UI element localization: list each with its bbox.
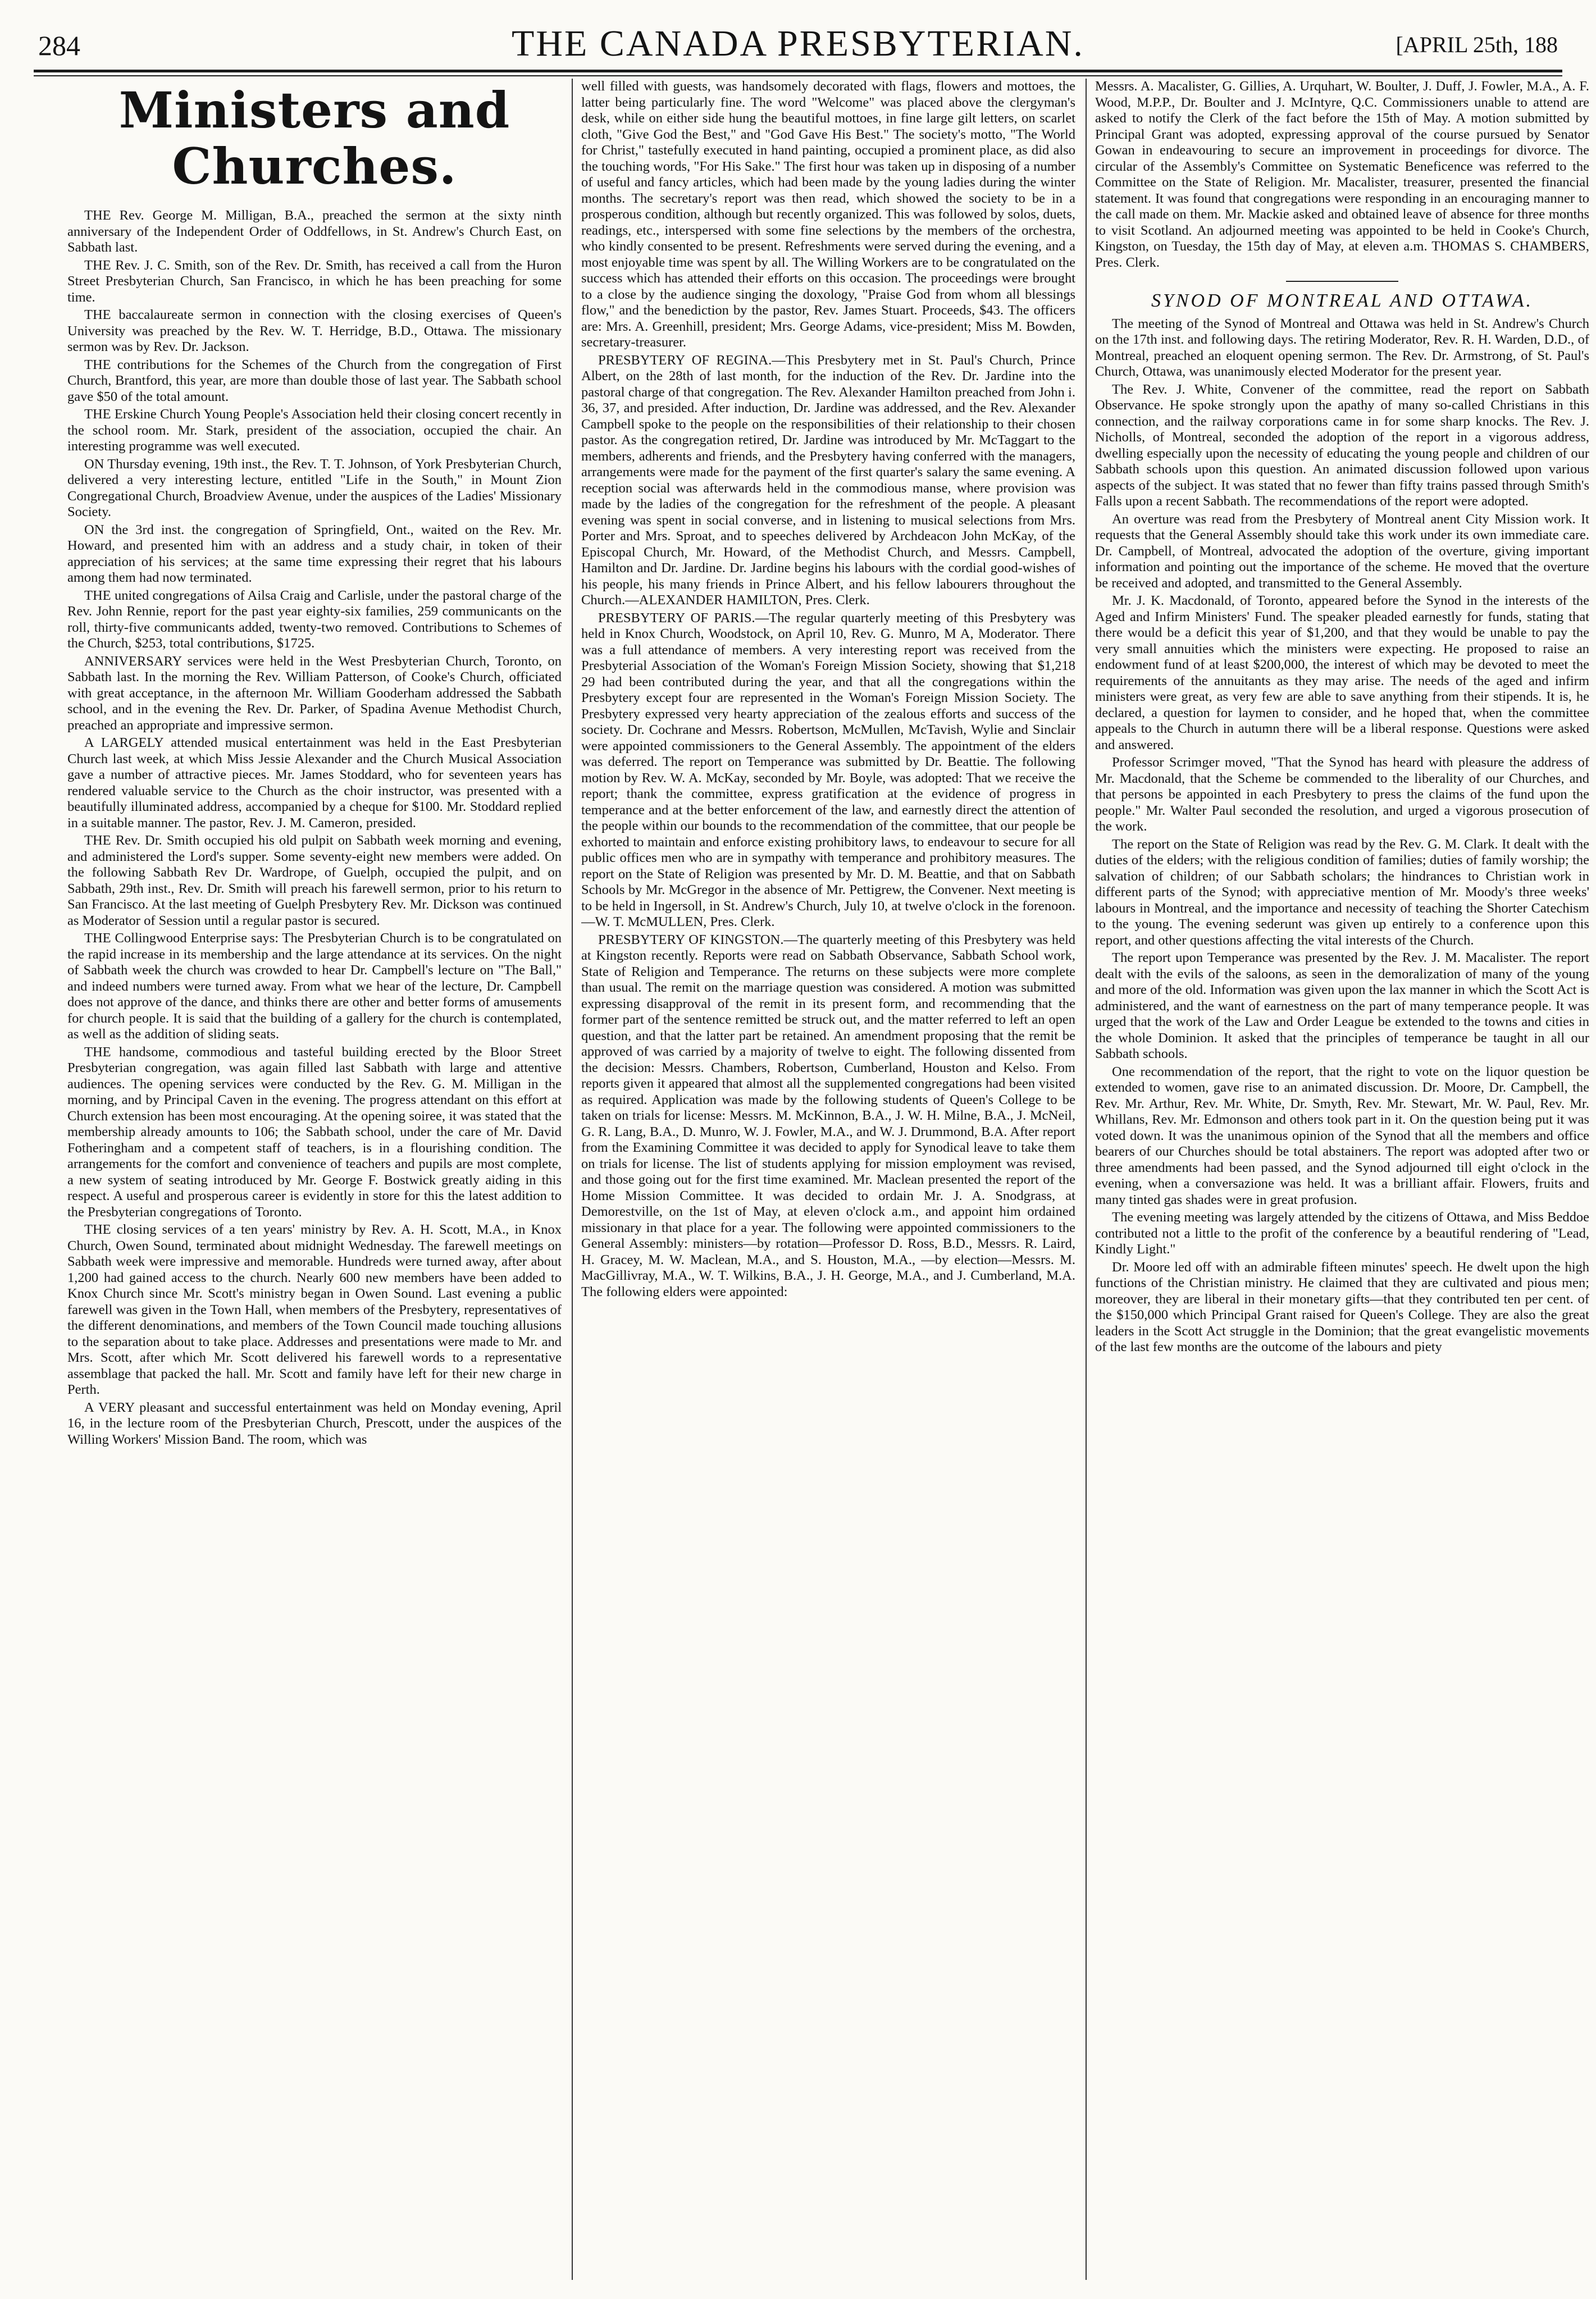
article-paragraph: Messrs. A. Macalister, G. Gillies, A. Urquhart, W. Boulter, J. Duff, J. Fowler, M.A., A. F. Wood, M.P.P., Dr. Boulter and J. McIntyre, Q.C. Commissioners unable to attend are asked to notify the Clerk of the fact before the 15th of May. A motion submitted by Principal Grant was adopted, expressing approval of the course pursued by Senator Gowan in endeavouring to secure an improvement in proceedings for divorce. The circular of the Assembly's Committee on Systematic Beneficence was referred to the Committee on the State of Religion. Mr. Macalister, treasurer, presented the financial statement. It was found that congregations were responding in an encouraging manner to the call made on them. Mr. Mackie asked and obtained leave of absence for three months to visit Scotland. An adjourned meeting was appointed to be held in Cooke's Church, Kingston, on Tuesday, the 15th day of May, at eleven a.m. THOMAS S. CHAMBERS, Pres. Clerk. bbox=[1095, 79, 1589, 270]
synod-subheading: SYNOD OF MONTREAL AND OTTAWA. bbox=[1151, 290, 1534, 311]
article-paragraph: PRESBYTERY OF KINGSTON.—The quarterly meeting of this Presbytery was held at Kingston recently. Reports were read on Sabbath Observance, Sabbath School work, State of Religion and Temperance. The returns on these subjects were more complete than usual. The remit on the marriage question was considered. A motion was submitted expressing disapproval of the remit in its present form, and recommending that the former part of the sentence remitted be struck out, and the matter referred to left an open question, and that the latter part be retained. An amendment proposing that the remit be approved of was carried by a majority of twelve to eight. The following dissented from the decision: Messrs. Chambers, Robertson, Cumberland, Houston and Kelso. From reports given it appeared that almost all the supplemented congregations had been visited as required. Application was made by the following students of Queen's College to be taken on trials for license: Messrs. M. McKinnon, B.A., J. W. H. Milne, B.A., J. McNeil, G. R. Lang, B.A., D. Munro, W. J. Fowler, M.A., and W. J. Drummond, B.A. After report from the Examining Committee it was decided to apply for Synodical leave to take them on trials for license. The list of students applying for mission employment was revised, and those going out for the first time examined. Mr. Maclean presented the report of the Home Mission Committee. It was decided to ordain Mr. J. A. Snodgrass, at Demorestville, on the 1st of May, at eleven o'clock a.m., and appoint him ordained missionary in that place for a year. The following were appointed commissioners to the General Assembly: ministers—by rotation—Professor D. Ross, B.D., Messrs. R. Laird, H. Gracey, M. W. Maclean, M.A., and S. Houston, M.A., —by election—Messrs. M. MacGillivray, M.A., W. T. Wilkins, B.A., J. H. George, M.A., and J. Cumberland, M.A. The following elders were appointed: bbox=[581, 932, 1075, 1299]
column-3 bbox=[1095, 79, 1589, 2280]
column-divider bbox=[572, 79, 573, 2280]
article-paragraph: The report upon Temperance was presented by the Rev. J. M. Macalister. The report dealt with the evils of the saloons, as seen in the demoralization of many of the young and more of the old. Information was given upon the lax manner in which the Scott Act is administered, and the want of earnestness on the part of many temperance people. It was urged that the work of the Law and Order League be extended to the towns and cities in the whole Dominion. It asked that the principles of temperance be taught in all our Sabbath schools. bbox=[1095, 950, 1589, 1061]
article-paragraph: Dr. Moore led off with an admirable fifteen minutes' speech. He dwelt upon the high functions of the Christian ministry. He claimed that they are cultivated and pious men; moreover, they are liberal in their monetary gifts—that they contributed ten per cent. of the $150,000 which Principal Grant raised for Queen's College. They are also the great leaders in the Scott Act struggle in the Dominion; that the great evangelistic movements of the last few months are the outcome of the labours and piety bbox=[1095, 1259, 1589, 1354]
article-paragraph: The Rev. J. White, Convener of the committee, read the report on Sabbath Observance. He spoke strongly upon the apathy of many so-called Christians in this connection, and the railway corporations came in for some sharp knocks. The Rev. J. Nicholls, of Montreal, seconded the adoption of the report in a vigorous address, dwelling especially upon the necessity of educating the young people and children of our Sabbath schools upon this question. An animated discussion followed upon various aspects of the subject. It was stated that no fewer than fifty trains passed through Smith's Falls upon a recent Sabbath. The recommendations of the report were adopted. bbox=[1095, 381, 1589, 509]
issue-date: [APRIL 25th, 188 bbox=[1396, 32, 1558, 57]
article-paragraph: THE united congregations of Ailsa Craig and Carlisle, under the pastoral charge of the Rev. John Rennie, report for the past year eighty-six families, 259 communicants on the roll, thirty-five communicants added, twenty-two removed. Contributions to Schemes of the Church, $253, total contributions, $1725. bbox=[67, 587, 562, 651]
column-3-body-bottom bbox=[1095, 316, 1589, 1356]
article-paragraph: The evening meeting was largely attended by the citizens of Ottawa, and Miss Beddoe contributed not a little to the profit of the conference by a beautiful rendering of "Lead, Kindly Light." bbox=[1095, 1210, 1589, 1257]
article-paragraph: well filled with guests, was handsomely decorated with flags, flowers and mottoes, the latter being particularly fine. The word "Welcome" was placed above the clergyman's desk, while on either side hung the beautiful mottoes, in fine large gilt letters, on scarlet cloth, "Give God the Best," and "God Gave His Best." The society's motto, "The World for Christ," tastefully executed in hand painting, occupied a prominent place, as did also the touching words, "For His Sake." The first hour was taken up in disposing of a number of useful and fancy articles, which had been made by the young ladies during the winter months. The secretary's report was then read, which showed the society to be in a prosperous condition, although but recently organized. This was followed by solos, duets, readings, etc., interspersed with some fine selections by the members of the orchestra, who kindly consented to be present. Refreshments were served during the evening, and a most enjoyable time was spent by all. The Willing Workers are to be congratulated on the success which has attended their efforts on this occasion. The proceedings were brought to a close by the audience singing the doxology, "Praise God from whom all blessings flow," and the benediction by the pastor, Rev. James Stuart. Proceeds, $43. The officers are: Mrs. A. Greenhill, president; Mrs. George Adams, vice-president; Miss M. Bowden, secretary-treasurer. bbox=[581, 79, 1075, 350]
column-divider bbox=[1086, 79, 1087, 2280]
article-paragraph: Mr. J. K. Macdonald, of Toronto, appeared before the Synod in the interests of the Aged and Infirm Ministers' Fund. The speaker pleaded earnestly for funds, stating that there would be a deficit this year of $1,200, and that they would be unable to pay the very small annuities which the ministers were expecting. He proposed to raise an endowment fund of at least $200,000, the interest of which may be devoted to meet the requirements of the annuitants as they may arise. The needs of the aged and infirm ministers were great, as very few are able to save anything from their stipends. It is, he declared, a question for laymen to consider, and he hoped that, when the committee appeals to the Church in autumn there will be a liberal response. Questions were asked and answered. bbox=[1095, 593, 1589, 752]
article-paragraph: Professor Scrimger moved, "That the Synod has heard with pleasure the address of Mr. Macdonald, that the Scheme be commended to the liberality of our Churches, and that persons be appointed in each Presbytery to press the claims of the fund upon the people." Mr. Walter Paul seconded the resolution, and urged a vigorous prosecution of the work. bbox=[1095, 755, 1589, 834]
column-2-body bbox=[581, 79, 1075, 1300]
article-paragraph: PRESBYTERY OF PARIS.—The regular quarterly meeting of this Presbytery was held in Knox Church, Woodstock, on April 10, Rev. G. Munro, M A, Moderator. There was a full attendance of members. A very interesting report was received from the Presbyterial Association of the Woman's Foreign Mission Society, showing that $1,218 29 had been contributed during the year, and that all the congregations within the Presbytery except four are represented in the Woman's Foreign Mission Society. The Presbytery expressed very hearty appreciation of the zealous efforts and success of the society. Dr. Cochrane and Messrs. Robertson, McMullen, McTavish, Wylie and Sinclair were appointed commissioners to the General Assembly. The appointment of the elders was deferred. The report on Temperance was submitted by Dr. Beattie. The following motion by Rev. W. A. McKay, seconded by Mr. Boyle, was adopted: That we receive the report; thank the committee, express gratification at the evidence of progress in temperance and at the better enforcement of the law, and earnestly direct the attention of the people within our bounds to the recommendation of the committee, that our people be exhorted to maintain and enforce existing prohibitory laws, to endeavour to secure for all public offices men who are in sympathy with temperance and prohibitory measures. The report on the State of Religion was presented by Mr. D. M. Beattie, and that on Sabbath Schools by Mr. McGregor in the absence of Mr. Pettigrew, the Convener. Next meeting is to be held in Ingersoll, in St. Andrew's Church, July 10, at twelve o'clock in the forenoon.—W. T. McMULLEN, Pres. Clerk. bbox=[581, 610, 1075, 929]
page-number: 284 bbox=[38, 30, 80, 61]
article-paragraph: THE handsome, commodious and tasteful building erected by the Bloor Street Presbyterian congregation, was again filled last Sabbath with large and attentive audiences. The opening services were conducted by the Rev. G. M. Milligan in the morning, and by Principal Caven in the evening. The progress attendant on this effort at Church extension has been most encouraging. At the opening soiree, it was stated that the membership already amounts to 106; the Sabbath school, under the care of Mr. David Fotheringham and a competent staff of teachers, is in a flourishing condition. The arrangements for the comfort and convenience of teachers and pupils are most complete, a new system of seating introduced by Mr. George F. Bostwick greatly aiding in this respect. A useful and prosperous career is evidently in store for this the latest addition to the Presbyterian congregations of Toronto. bbox=[67, 1044, 562, 1220]
article-paragraph: THE Rev. George M. Milligan, B.A., preached the sermon at the sixty ninth anniversary of the Independent Order of Oddfellows, in St. Andrew's Church East, on Sabbath last. bbox=[67, 208, 562, 255]
article-paragraph: The report on the State of Religion was read by the Rev. G. M. Clark. It dealt with the duties of the elders; with the religious condition of families; duties of family worship; the salvation of children; of our Sabbath scholars; the hindrances to Christian work in different parts of the Synod; with appreciative mention of Mr. Moody's three weeks' labours in Montreal, and the importance and necessity of teaching the Shorter Catechism to the young. The evening sederunt was given up entirely to a conference upon this report, and other questions affecting the vital interests of the Church. bbox=[1095, 836, 1589, 948]
article-paragraph: THE Collingwood Enterprise says: The Presbyterian Church is to be congratulated on the rapid increase in its membership and the large attendance at its services. On the night of Sabbath week the church was crowded to hear Dr. Campbell's lecture on "The Ball," and indeed numbers were turned away. From what we hear of the lecture, Dr. Campbell does not approve of the dance, and thinks there are other and better forms of amusements for church people. It is said that the building of a gallery for the church is contemplated, as well as the addition of sliding seats. bbox=[67, 930, 562, 1042]
column-1-body bbox=[67, 208, 562, 1448]
article-paragraph: THE Erskine Church Young People's Association held their closing concert recently in the school room. Mr. Stark, president of the association, occupied the chair. An interesting programme was well executed. bbox=[67, 407, 562, 454]
article-paragraph: One recommendation of the report, that the right to vote on the liquor question be extended to women, gave rise to an animated discussion. Dr. Moore, Dr. Campbell, the Rev. Mr. Arthur, Rev. Mr. White, Dr. Smyth, Rev. Mr. Stewart, Mr. W. Paul, Rev. Mr. Whillans, Rev. Mr. Edmonson and others took part in it. On the question being put it was voted down. It was the unanimous opinion of the Synod that all the members and office bearers of our Churches should be total abstainers. The report was adopted after two or three amendments had been passed, and the Synod adjourned till eight o'clock in the evening, when a conversazione was held. It was a brilliant affair. Flowers, fruits and many tinted gas shades were in great profusion. bbox=[1095, 1064, 1589, 1207]
column-2 bbox=[581, 79, 1075, 2280]
article-paragraph: PRESBYTERY OF REGINA.—This Presbytery met in St. Paul's Church, Prince Albert, on the 28th of last month, for the induction of the Rev. Dr. Jardine into the pastoral charge of that congregation. The Rev. Alexander Hamilton preached from John i. 36, 37, and presided. After induction, Dr. Jardine was addressed, and the Rev. Alexander Campbell spoke to the people on the responsibilities of their relationship to their chosen pastor. As the congregation retired, Dr. Jardine was introduced by Mr. McTaggart to the members, adherents and friends, and the Presbytery having conferred with the managers, arrangements were made for the payment of the first quarter's salary the same evening. A reception social was afterwards held in the commodious manse, where provision was made by the ladies of the congregation for the refreshment of the people. A pleasant evening was spent in social converse, and in listening to musical selections from Mrs. Porter and Mrs. Sproat, and to speeches delivered by Archdeacon John McKay, of the Episcopal Church, Mr. Howard, of the Methodist Church, and Messrs. Campbell, Hamilton and Dr. Jardine. Dr. Jardine begins his labours with the cordial good-wishes of his people, his many friends in Prince Albert, and his fellow labourers throughout the Church.—ALEXANDER HAMILTON, Pres. Clerk. bbox=[581, 352, 1075, 608]
section-divider bbox=[1286, 281, 1398, 282]
masthead-rule bbox=[34, 70, 1562, 76]
article-paragraph: ON Thursday evening, 19th inst., the Rev. T. T. Johnson, of York Presbyterian Church, delivered a very interesting lecture, entitled "Life in the South," in Mount Zion Congregational Church, Broadview Avenue, under the auspices of the Ladies' Missionary Society. bbox=[67, 456, 562, 519]
article-paragraph: The meeting of the Synod of Montreal and Ottawa was held in St. Andrew's Church on the 17th inst. and following days. The retiring Moderator, Rev. R. H. Warden, D.D., of Montreal, preached an eloquent opening sermon. The Rev. Dr. Armstrong, of St. Paul's Church, Ottawa, was unanimously elected Moderator for the present year. bbox=[1095, 316, 1589, 379]
section-heading: Ministers and Churches. bbox=[118, 81, 510, 195]
article-paragraph: ON the 3rd inst. the congregation of Springfield, Ont., waited on the Rev. Mr. Howard, and presented him with an address and a study chair, in token of their appreciation of his services; at the same time expressing their regret that his labours among them had now terminated. bbox=[67, 522, 562, 585]
newspaper-title: THE CANADA PRESBYTERIAN. bbox=[512, 23, 1084, 64]
column-3-body-top bbox=[1095, 79, 1589, 271]
article-paragraph: A LARGELY attended musical entertainment was held in the East Presbyterian Church last week, at which Miss Jessie Alexander and the Church Musical Association gave a number of attractive pieces. Mr. James Stoddard, who for seventeen years has rendered valuable service to the Church as the choir instructor, was presented with a beautifully illuminated address, accompanied by a cheque for $100. Mr. Stoddard replied in a suitable manner. The pastor, Rev. J. M. Cameron, presided. bbox=[67, 735, 562, 831]
article-paragraph: THE baccalaureate sermon in connection with the closing exercises of Queen's University was preached by the Rev. W. T. Herridge, B.D., Ottawa. The missionary sermon was by Rev. Dr. Jackson. bbox=[67, 307, 562, 354]
article-paragraph: A VERY pleasant and successful entertainment was held on Monday evening, April 16, in the lecture room of the Presbyterian Church, Prescott, under the auspices of the Willing Workers' Mission Band. The room, which was bbox=[67, 1399, 562, 1447]
article-paragraph: THE Rev. Dr. Smith occupied his old pulpit on Sabbath week morning and evening, and administered the Lord's supper. Some seventy-eight new members were added. On the following Sabbath Rev Dr. Wardrope, of Guelph, occupied the pulpit, and on Sabbath, 29th inst., Rev. Dr. Smith will preach his farewell sermon, prior to his return to San Francisco. At the last meeting of Guelph Presbytery Rev. Mr. Dickson was continued as Moderator of Session until a regular pastor is secured. bbox=[67, 833, 562, 928]
article-paragraph: THE Rev. J. C. Smith, son of the Rev. Dr. Smith, has received a call from the Huron Street Presbyterian Church, San Francisco, in which he has been preaching for some time. bbox=[67, 257, 562, 305]
article-paragraph: THE closing services of a ten years' ministry by Rev. A. H. Scott, M.A., in Knox Church, Owen Sound, terminated about midnight Wednesday. The farewell meetings on Sabbath week were impressive and memorable. Hundreds were turned away, after about 1,200 had gained access to the church. Nearly 600 new members have been added to Knox Church since Mr. Scott's ministry began in Owen Sound. Last evening a public farewell was given in the Town Hall, when members of the Presbytery, representatives of the different denominations, and members of the Town Council made touching allusions to the separation about to take place. Addresses and presentations were made to Mr. and Mrs. Scott, after which Mr. Scott delivered his farewell words to a representative assemblage that packed the hall. Mr. Scott and family have left for their new charge in Perth. bbox=[67, 1222, 562, 1397]
article-paragraph: An overture was read from the Presbytery of Montreal anent City Mission work. It requests that the General Assembly should take this work under its own immediate care. Dr. Campbell, of Montreal, advocated the adoption of the overture, giving important information and pointing out the importance of the scheme. He moved that the overture be received and adopted, and transmitted to the General Assembly. bbox=[1095, 511, 1589, 591]
column-1 bbox=[67, 79, 562, 2280]
masthead bbox=[34, 12, 1562, 66]
article-paragraph: THE contributions for the Schemes of the Church from the congregation of First Church, Brantford, this year, are more than double those of last year. The Sabbath school gave $50 of the total amount. bbox=[67, 357, 562, 404]
article-paragraph: ANNIVERSARY services were held in the West Presbyterian Church, Toronto, on Sabbath last. In the morning the Rev. William Patterson, of Cooke's Church, officiated with great acceptance, in the afternoon Mr. William Gooderham addressed the Sabbath school, and in the evening the Rev. Dr. Parker, of Spadina Avenue Methodist Church, preached an appropriate and impressive sermon. bbox=[67, 653, 562, 733]
